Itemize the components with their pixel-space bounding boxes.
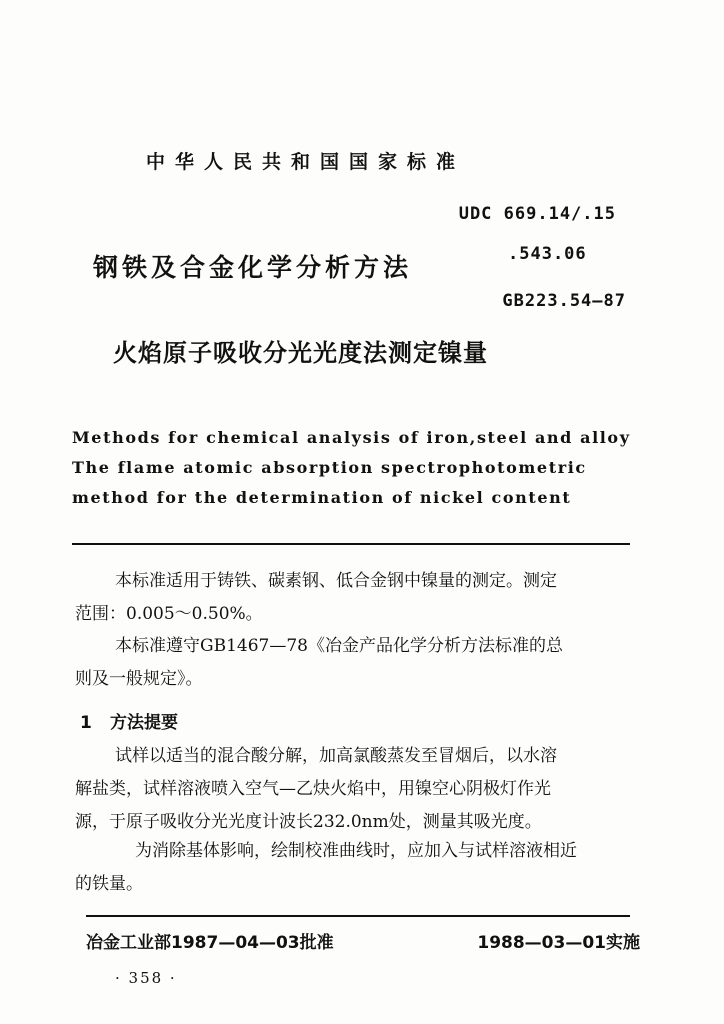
sub-title: 火焰原子吸收分光光度法测定镍量 bbox=[113, 339, 488, 367]
compliance-paragraph bbox=[75, 630, 635, 696]
bottom-divider bbox=[86, 915, 630, 917]
compliance-line2: 则及一般规定》。 bbox=[75, 669, 203, 689]
compliance-line1: 本标准遵守GB1467—78《冶金产品化学分析方法标准的总 bbox=[115, 636, 563, 656]
scope-line1: 本标准适用于铸铁、碳素钢、低合金钢中镍量的测定。测定 bbox=[115, 571, 557, 591]
standard-org: 中华人民共和国国家标准 bbox=[146, 151, 466, 173]
matrix-line2: 的铁量。 bbox=[75, 874, 143, 894]
method-line3: 源，于原子吸收分光光度计波长232.0nm处，测量其吸光度。 bbox=[75, 812, 542, 832]
english-title-line2: The flame atomic absorption spectrophotometric bbox=[72, 458, 587, 477]
section-number: 1 bbox=[80, 713, 92, 733]
udc-code-line2: .543.06 bbox=[508, 244, 587, 264]
section-title: 方法提要 bbox=[110, 713, 178, 733]
effective-date: 1988—03—01实施 bbox=[477, 933, 640, 953]
top-divider bbox=[72, 543, 630, 545]
method-paragraph bbox=[75, 740, 635, 839]
main-title: 钢铁及合金化学分析方法 bbox=[93, 253, 413, 282]
gb-number: GB223.54—87 bbox=[502, 291, 626, 311]
matrix-paragraph bbox=[75, 835, 635, 901]
method-line2: 解盐类，试样溶液喷入空气—乙炔火焰中，用镍空心阴极灯作光 bbox=[75, 779, 551, 799]
method-line1: 试样以适当的混合酸分解，加高氯酸蒸发至冒烟后，以水溶 bbox=[115, 746, 557, 766]
english-title-line1: Methods for chemical analysis of iron,steel and alloy bbox=[72, 428, 631, 447]
udc-code-line1: UDC 669.14/.15 bbox=[458, 204, 616, 224]
scope-line2: 范围：0.005～0.50%。 bbox=[75, 604, 263, 624]
english-title-line3: method for the determination of nickel content bbox=[72, 488, 572, 507]
approval-text: 冶金工业部1987—04—03批准 bbox=[86, 933, 334, 953]
matrix-line1: 为消除基体影响，绘制校准曲线时，应加入与试样溶液相近 bbox=[135, 841, 577, 861]
page-number: · 358 · bbox=[115, 969, 177, 987]
section-heading bbox=[80, 708, 178, 733]
scope-paragraph bbox=[75, 565, 635, 631]
